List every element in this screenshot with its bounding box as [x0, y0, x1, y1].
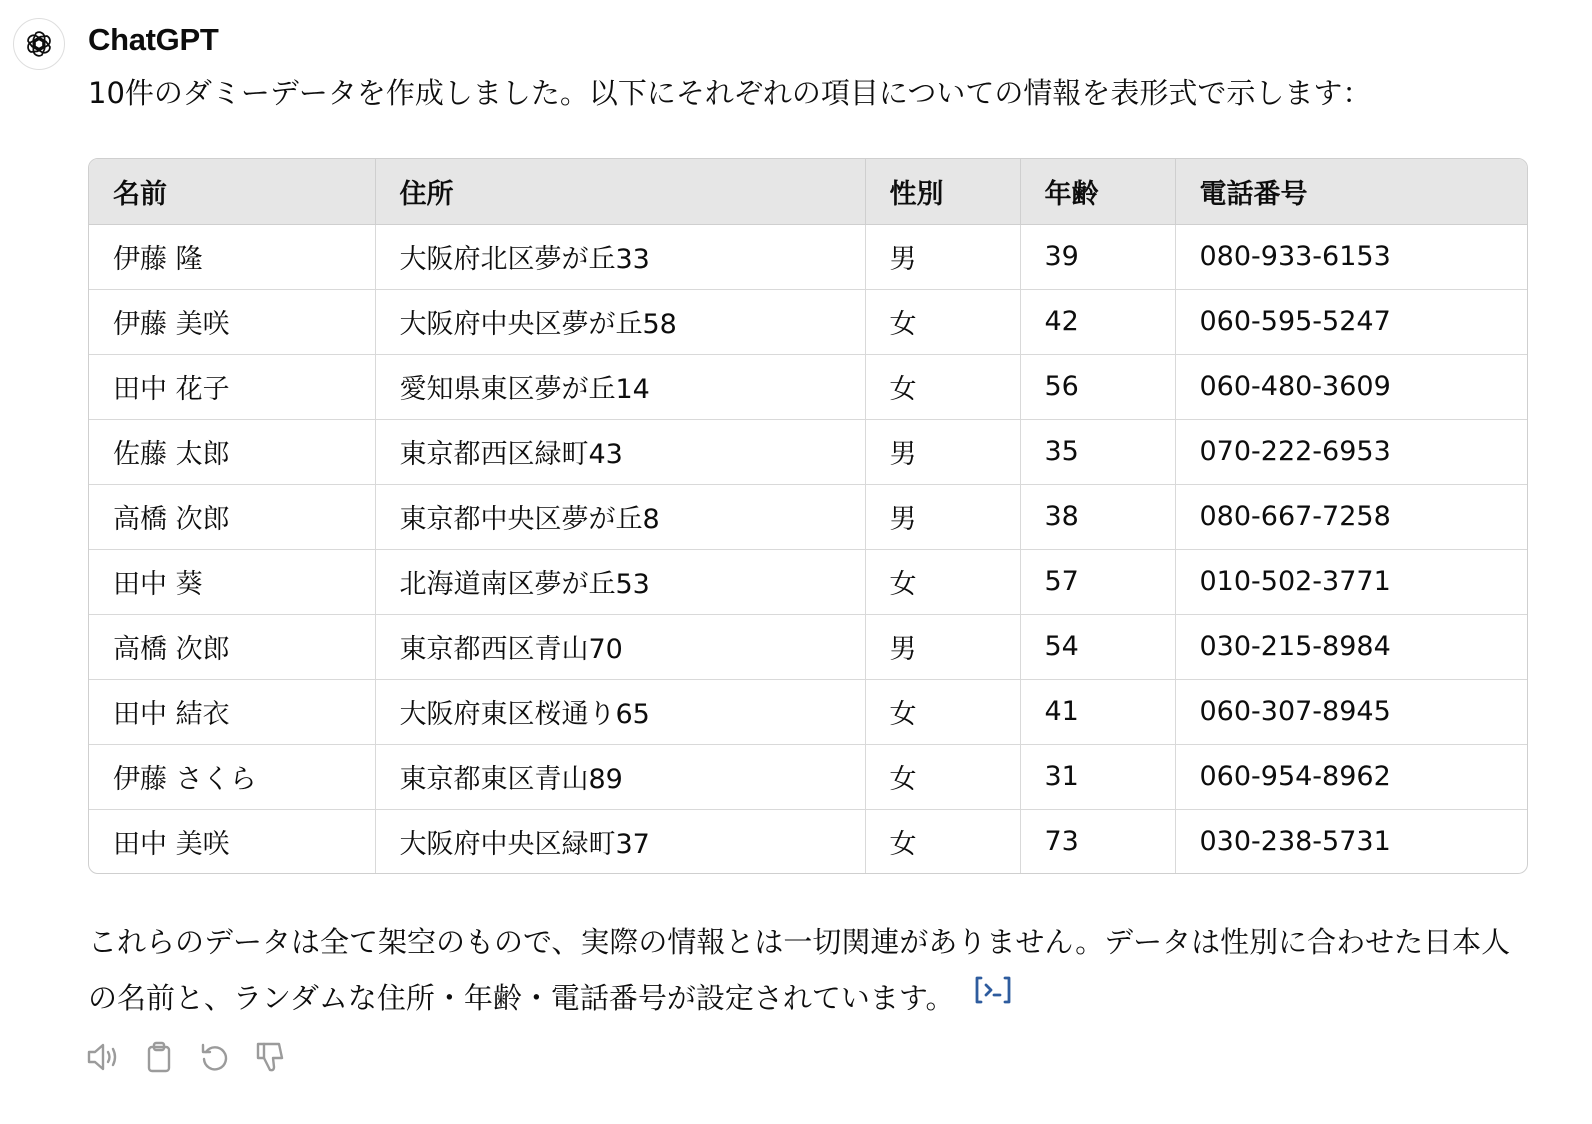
message-actions	[86, 1040, 288, 1074]
cell-age: 54	[1020, 614, 1175, 679]
table-row	[89, 354, 1528, 419]
message-intro: 10件のダミーデータを作成しました。以下にそれぞれの項目についての情報を表形式で示します：	[88, 76, 1372, 110]
cell-phone: 060-954-8962	[1175, 744, 1528, 809]
cell-gender: 男	[865, 419, 1020, 484]
cell-phone: 060-595-5247	[1175, 289, 1528, 354]
cell-phone: 030-238-5731	[1175, 809, 1528, 874]
cell-age: 39	[1020, 224, 1175, 289]
header-phone: 電話番号	[1175, 159, 1528, 224]
cell-address: 東京都西区緑町43	[375, 419, 865, 484]
table-row	[89, 484, 1528, 549]
cell-address: 愛知県東区夢が丘14	[375, 354, 865, 419]
cell-name: 伊藤 さくら	[89, 744, 375, 809]
table-row	[89, 224, 1528, 289]
cell-gender: 男	[865, 614, 1020, 679]
message-author: ChatGPT	[88, 22, 219, 57]
cell-age: 73	[1020, 809, 1175, 874]
cell-name: 高橋 次郎	[89, 614, 375, 679]
message-footer-text: これらのデータは全て架空のもので、実際の情報とは一切関連がありません。データは性別に合わせた日本人の名前と、ランダムな住所・年齢・電話番号が設定されています。	[88, 925, 1511, 1015]
cell-name: 田中 葵	[89, 549, 375, 614]
cell-name: 佐藤 太郎	[89, 419, 375, 484]
cell-address: 大阪府中央区緑町37	[375, 809, 865, 874]
cell-gender: 女	[865, 354, 1020, 419]
cell-address: 東京都東区青山89	[375, 744, 865, 809]
cell-name: 田中 結衣	[89, 679, 375, 744]
cell-address: 大阪府東区桜通り65	[375, 679, 865, 744]
table-row	[89, 289, 1528, 354]
cell-name: 伊藤 隆	[89, 224, 375, 289]
cell-age: 42	[1020, 289, 1175, 354]
cell-gender: 男	[865, 224, 1020, 289]
header-address: 住所	[375, 159, 865, 224]
table-row	[89, 809, 1528, 874]
cell-gender: 女	[865, 744, 1020, 809]
cell-age: 57	[1020, 549, 1175, 614]
cell-gender: 女	[865, 549, 1020, 614]
cell-address: 東京都西区青山70	[375, 614, 865, 679]
cell-name: 田中 美咲	[89, 809, 375, 874]
cell-phone: 030-215-8984	[1175, 614, 1528, 679]
cell-name: 高橋 次郎	[89, 484, 375, 549]
cell-address: 東京都中央区夢が丘8	[375, 484, 865, 549]
table-row	[89, 614, 1528, 679]
table-body	[89, 224, 1528, 874]
cell-gender: 女	[865, 679, 1020, 744]
regenerate-button[interactable]	[198, 1040, 232, 1074]
cell-address: 大阪府中央区夢が丘58	[375, 289, 865, 354]
read-aloud-icon	[86, 1040, 120, 1074]
table-row	[89, 549, 1528, 614]
cell-age: 56	[1020, 354, 1175, 419]
cell-age: 38	[1020, 484, 1175, 549]
copy-button[interactable]	[142, 1040, 176, 1074]
header-gender: 性別	[865, 159, 1020, 224]
cell-name: 田中 花子	[89, 354, 375, 419]
cell-address: 大阪府北区夢が丘33	[375, 224, 865, 289]
cell-phone: 080-667-7258	[1175, 484, 1528, 549]
cell-phone: 080-933-6153	[1199, 241, 1391, 272]
table-row	[89, 744, 1528, 809]
thumbs-down-button[interactable]	[254, 1040, 288, 1074]
table-row	[89, 679, 1528, 744]
cell-phone: 060-307-8945	[1175, 679, 1528, 744]
message-footer	[88, 914, 1528, 1028]
header-name: 名前	[89, 159, 375, 224]
cell-address: 北海道南区夢が丘53	[375, 549, 865, 614]
cell-name: 伊藤 美咲	[89, 289, 375, 354]
data-table	[89, 159, 1528, 874]
cell-phone: 070-222-6953	[1175, 419, 1528, 484]
openai-logo-icon	[23, 28, 55, 60]
table-header-row	[89, 159, 1528, 224]
code-interpreter-icon[interactable]	[973, 969, 1013, 1025]
cell-phone: 060-480-3609	[1175, 354, 1528, 419]
cell-gender: 女	[865, 289, 1020, 354]
read-aloud-button[interactable]	[86, 1040, 120, 1074]
regenerate-icon	[198, 1040, 232, 1074]
cell-gender: 男	[865, 484, 1020, 549]
assistant-avatar	[13, 18, 65, 70]
cell-age: 41	[1020, 679, 1175, 744]
header-age: 年齢	[1020, 159, 1175, 224]
cell-age: 31	[1020, 744, 1175, 809]
copy-icon	[142, 1040, 176, 1074]
cell-age: 35	[1020, 419, 1175, 484]
data-table-container	[88, 158, 1528, 874]
table-row	[89, 419, 1528, 484]
cell-gender: 女	[865, 809, 1020, 874]
cell-phone: 010-502-3771	[1175, 549, 1528, 614]
thumbs-down-icon	[254, 1040, 288, 1074]
